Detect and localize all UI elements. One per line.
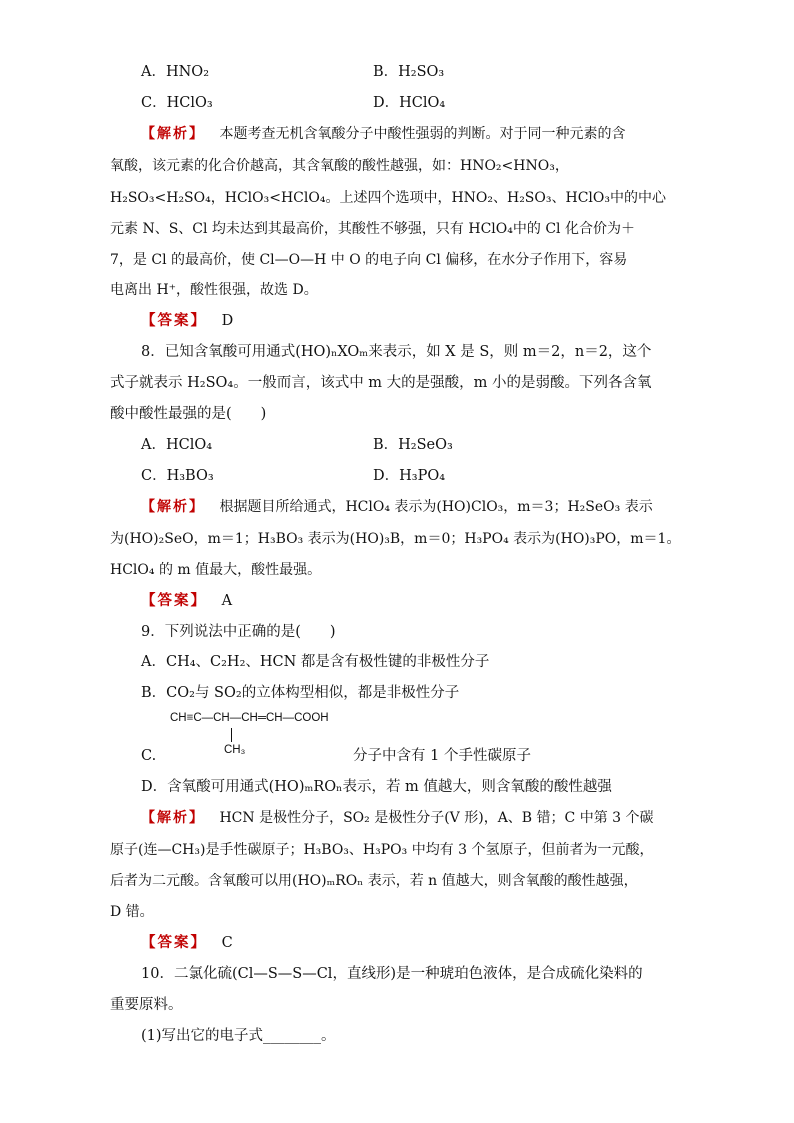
analysis-tag: 【解析】 [141, 499, 205, 515]
q8-answer [141, 591, 232, 611]
q8-stem-line-3: 酸中酸性最强的是( ) [110, 406, 267, 422]
q9-analysis-line-3: 后者为二元酸。含氧酸可以用(HO)ₘROₙ 表示，若 n 值越大，则含氧酸的酸性越强， [110, 873, 638, 889]
analysis-tag: 【解析】 [141, 126, 205, 142]
q7-analysis-line-3: H₂SO₃<H₂SO₄，HClO₃<HClO₄。上述四个选项中，HNO₂、H₂SO₃、HClO₃中的中心 [110, 190, 666, 206]
q7-analysis-line-2: 氧酸，该元素的化合价越高，其含氧酸的酸性越强，如：HNO₂<HNO₃， [110, 158, 569, 174]
q9-analysis-line-2: 原子(连—CH₃)是手性碳原子；H₃BO₃、H₃PO₃ 中均有 3 个氢原子，但前者为一元酸， [110, 842, 654, 858]
q7-answer [141, 311, 233, 331]
q7-analysis-line-5: 7，是 Cl 的最高价，使 Cl—O—H 中 O 的电子向 Cl 偏移，在水分子作用下，容易 [110, 252, 628, 268]
q10-subquestion-1: (1)写出它的电子式________。 [141, 1028, 336, 1044]
q9-option-a: A．CH₄、C₂H₂、HCN 都是含有极性键的非极性分子 [141, 654, 490, 670]
q9-option-c-label: C. [141, 748, 157, 764]
answer-tag: 【答案】 [141, 934, 207, 951]
formula-methyl-group: CH₃ [224, 744, 246, 756]
q8-stem-line-1: 8．已知含氧酸可用通式(HO)ₙXOₘ来表示，如 X 是 S，则 m＝2，n＝2，这个 [141, 344, 652, 360]
q8-option-d: D．H₃PO₄ [373, 468, 446, 484]
answer-value: A [221, 593, 233, 609]
answer-value: C [221, 935, 233, 951]
q8-analysis-line-2: 为(HO)₂SeO，m＝1；H₃BO₃ 表示为(HO)₃B，m＝0；H₃PO₄ 表示为(HO)₃PO，m＝1。 [110, 531, 681, 547]
q7-option-a: A．HNO₂ [141, 64, 210, 80]
analysis-tag: 【解析】 [141, 810, 205, 826]
answer-tag: 【答案】 [141, 312, 207, 329]
answer-value: D [221, 313, 234, 329]
q9-option-b: B．CO₂与 SO₂的立体构型相似，都是非极性分子 [141, 685, 460, 701]
q9-answer [141, 933, 233, 953]
q8-option-b: B．H₂SeO₃ [373, 437, 453, 453]
q8-stem-line-2: 式子就表示 H₂SO₄。一般而言，该式中 m 大的是强酸，m 小的是弱酸。下列各含氧 [110, 375, 652, 391]
q7-option-d: D．HClO₄ [373, 95, 446, 111]
q8-analysis-line-1 [141, 497, 653, 517]
answer-tag: 【答案】 [141, 592, 207, 609]
analysis-text: 根据题目所给通式，HClO₄ 表示为(HO)ClO₃，m＝3；H₂SeO₃ 表示 [219, 499, 653, 515]
analysis-text: HCN 是极性分子，SO₂ 是极性分子(V 形)，A、B 错；C 中第 3 个碳 [219, 810, 654, 826]
q9-analysis-line-4: D 错。 [110, 904, 154, 920]
q7-analysis-line-1 [141, 124, 625, 144]
formula-main-chain: CH≡C—CH—CH═CH—COOH [170, 712, 329, 724]
q7-option-b: B．H₂SO₃ [373, 64, 445, 80]
q9-option-c-text: 分子中含有 1 个手性碳原子 [353, 748, 531, 764]
q8-option-c: C．H₃BO₃ [141, 468, 214, 484]
q8-analysis-line-3: HClO₄ 的 m 值最大，酸性最强。 [110, 562, 322, 578]
formula-bond-line [231, 728, 232, 742]
q7-analysis-line-6: 电离出 H⁺，酸性很强，故选 D。 [110, 282, 318, 298]
q9-option-d: D．含氧酸可用通式(HO)ₘROₙ表示，若 m 值越大，则含氧酸的酸性越强 [141, 779, 612, 795]
q8-option-a: A．HClO₄ [141, 437, 213, 453]
q9-stem: 9．下列说法中正确的是( ) [141, 624, 336, 640]
q7-option-c: C．HClO₃ [141, 95, 213, 111]
q10-stem-line-1: 10．二氯化硫(Cl—S—S—Cl，直线形)是一种琥珀色液体，是合成硫化染料的 [141, 966, 643, 982]
q7-analysis-line-4: 元素 N、S、Cl 均未达到其最高价，其酸性不够强，只有 HClO₄中的 Cl 化合价为＋ [110, 221, 635, 237]
q10-stem-line-2: 重要原料。 [110, 997, 183, 1013]
q9-analysis-line-1 [141, 808, 654, 828]
analysis-text: 本题考查无机含氧酸分子中酸性强弱的判断。对于同一种元素的含 [219, 126, 626, 142]
